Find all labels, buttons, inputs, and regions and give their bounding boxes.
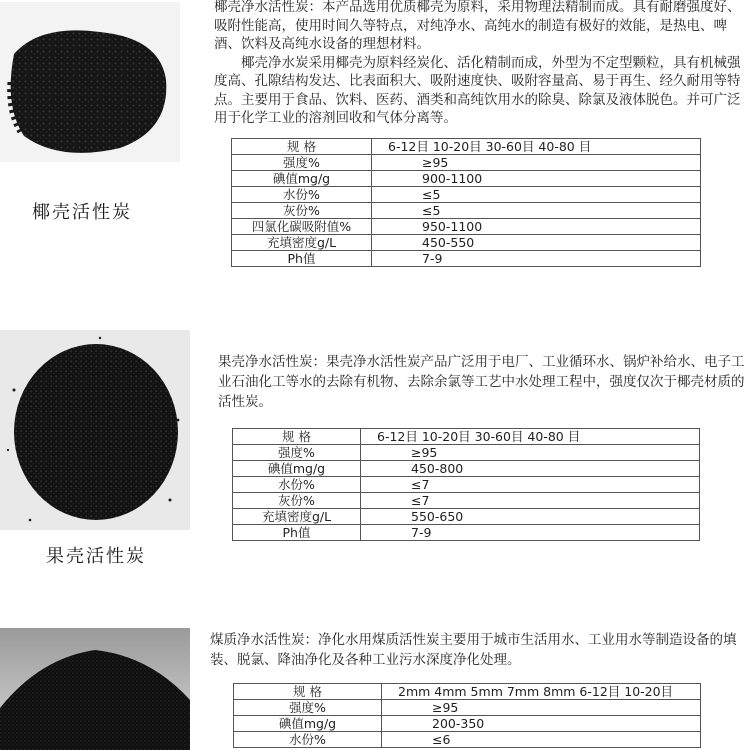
- spec-value: 2mm 4mm 5mm 7mm 8mm 6-12目 10-20目: [382, 684, 701, 700]
- spec-key: 碘值mg/g: [233, 461, 361, 477]
- spec-key: 灰份%: [233, 493, 361, 509]
- spec-value: ≤7: [361, 477, 700, 493]
- spec-key: 规 格: [232, 139, 372, 155]
- spec-key: 规 格: [234, 684, 382, 700]
- fruit-shell-carbon-spec-table: [232, 428, 700, 541]
- table-row: [233, 509, 700, 525]
- spec-value: 950-1100: [372, 219, 701, 235]
- spec-key: 碘值mg/g: [234, 716, 382, 732]
- spec-value: ≤6: [382, 732, 701, 748]
- spec-key: 强度%: [232, 155, 372, 171]
- spec-key: 充填密度g/L: [232, 235, 372, 251]
- spec-value: 6-12目 10-20目 30-60目 40-80 目: [361, 429, 700, 445]
- spec-key: 四氯化碳吸附值%: [232, 219, 372, 235]
- table-row: [233, 525, 700, 541]
- spec-value: ≤5: [372, 187, 701, 203]
- coal-carbon-description: [210, 630, 750, 670]
- spec-value: 7-9: [372, 251, 701, 267]
- spec-value: ≤5: [372, 203, 701, 219]
- coal-carbon-paragraph-1: 煤质净水活性炭：净化水用煤质活性炭主要用于城市生活用水、工业用水等制造设备的填装、脱氯、降油净化及各种工业污水深度净化处理。: [210, 632, 737, 668]
- table-row: [232, 171, 701, 187]
- spec-key: 水份%: [234, 732, 382, 748]
- table-row: [234, 716, 701, 732]
- coal-carbon-spec-table: [233, 683, 701, 748]
- spec-key: 水份%: [233, 477, 361, 493]
- spec-key: 充填密度g/L: [233, 509, 361, 525]
- table-row: [232, 203, 701, 219]
- table-row: [233, 477, 700, 493]
- table-row: [233, 429, 700, 445]
- coconut-carbon-paragraph-1: 椰壳净水活性炭：本产品选用优质椰壳为原料，采用物理法精制而成。具有耐磨强度好、吸附性能高，使用时间久等特点，对纯净水、高纯水的制造有极好的效能，是热电、啤酒、饮料及高纯水设备的理想材料。: [214, 0, 741, 52]
- table-row: [232, 235, 701, 251]
- coconut-carbon-photo: [0, 2, 180, 162]
- table-row: [234, 700, 701, 716]
- spec-value: 450-550: [372, 235, 701, 251]
- table-row: [233, 445, 700, 461]
- spec-value: ≤7: [361, 493, 700, 509]
- fruit-shell-carbon-description: [218, 352, 750, 412]
- table-row: [233, 461, 700, 477]
- coal-carbon-photo: [0, 628, 190, 750]
- coconut-carbon-caption: 椰壳活性炭: [32, 202, 132, 223]
- table-row: [234, 684, 701, 700]
- coconut-carbon-description: [214, 0, 750, 128]
- spec-key: Ph值: [232, 251, 372, 267]
- table-row: [232, 139, 701, 155]
- coconut-carbon-spec-table: [231, 138, 701, 267]
- spec-value: 550-650: [361, 509, 700, 525]
- spec-key: Ph值: [233, 525, 361, 541]
- spec-key: 规 格: [233, 429, 361, 445]
- spec-value: 450-800: [361, 461, 700, 477]
- spec-value: ≥95: [372, 155, 701, 171]
- spec-value: 7-9: [361, 525, 700, 541]
- spec-key: 碘值mg/g: [232, 171, 372, 187]
- table-row: [232, 251, 701, 267]
- fruit-shell-carbon-caption: 果壳活性炭: [46, 546, 146, 567]
- spec-key: 强度%: [234, 700, 382, 716]
- spec-key: 水份%: [232, 187, 372, 203]
- fruit-shell-carbon-paragraph-1: 果壳净水活性炭：果壳净水活性炭产品广泛用于电厂、工业循环水、锅炉补给水、电子工业石油化工等水的去除有机物、去除余氯等工艺中水处理工程中，强度仅次于椰壳材质的活性炭。: [218, 354, 745, 410]
- spec-value: 6-12目 10-20目 30-60目 40-80 目: [372, 139, 701, 155]
- table-row: [232, 219, 701, 235]
- table-row: [232, 155, 701, 171]
- spec-value: 900-1100: [372, 171, 701, 187]
- spec-value: ≥95: [361, 445, 700, 461]
- spec-key: 灰份%: [232, 203, 372, 219]
- table-row: [232, 187, 701, 203]
- coconut-carbon-paragraph-2: 椰壳净水炭采用椰壳为原料经炭化、活化精制而成，外型为不定型颗粒，具有机械强度高、孔隙结构发达、比表面积大、吸附速度快、吸附容量高、易于再生、经久耐用等特点。主要用于食品、饮料、医药、酒类和高纯饮用水的除臭、除氯及液体脱色。并可广泛用于化学工业的溶剂回收和气体分离等。: [214, 54, 741, 126]
- spec-value: 200-350: [382, 716, 701, 732]
- spec-key: 强度%: [233, 445, 361, 461]
- table-row: [233, 493, 700, 509]
- table-row: [234, 732, 701, 748]
- spec-value: ≥95: [382, 700, 701, 716]
- fruit-shell-carbon-photo: [0, 330, 190, 530]
